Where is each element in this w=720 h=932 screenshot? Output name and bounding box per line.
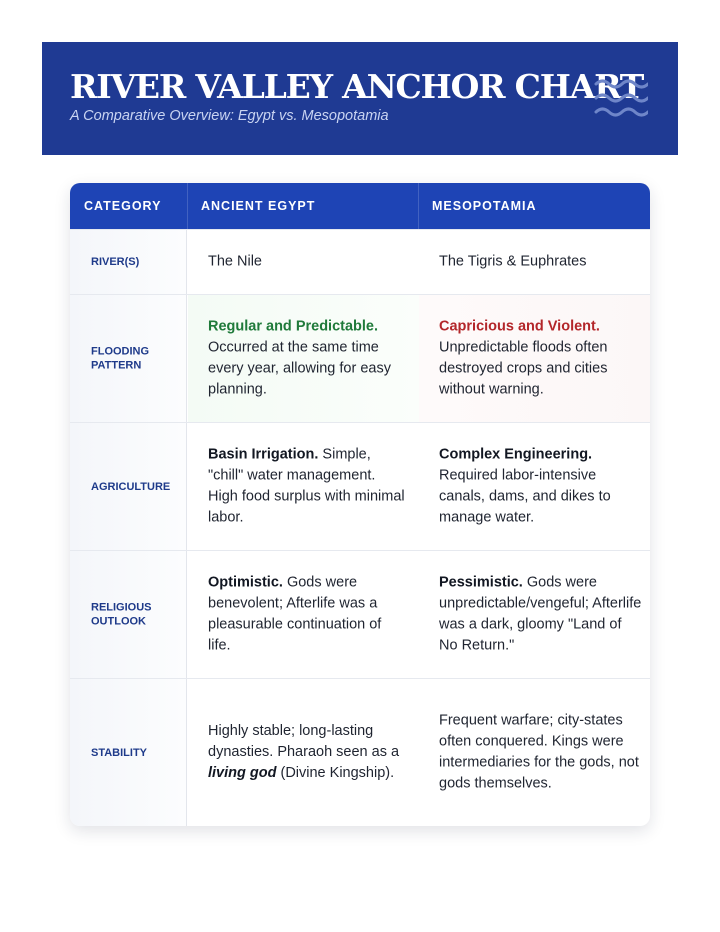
cell-text [439,316,644,401]
egypt-cell [188,551,419,678]
table-row-agriculture [70,422,650,550]
cell-text [208,721,405,785]
cell-body: Simple, "chill" water management. High food surplus with minimal labor. [208,445,405,526]
cell-text [208,251,405,272]
cell-highlight: Optimistic. [208,573,283,590]
mesopotamia-cell [419,295,650,422]
page-subtitle: A Comparative Overview: Egypt vs. Mesopotamia [70,108,389,124]
row-label: RELIGIOUS OUTLOOK [91,601,152,628]
mesopotamia-cell [419,423,650,550]
row-label-cell [70,295,187,422]
comparison-table [70,183,650,826]
row-label: FLOODING PATTERN [91,345,150,372]
page-title: RIVER VALLEY ANCHOR CHART [70,67,644,106]
egypt-cell [188,679,419,826]
row-label: AGRICULTURE [91,480,171,493]
table-row-stability [70,678,650,826]
cell-body: Frequent warfare; city-states often conquered. Kings were intermediaries for the gods, not gods themselves. [439,711,639,792]
mesopotamia-cell [419,679,650,826]
row-label: RIVER(S) [91,255,140,268]
cell-highlight: Basin Irrigation. [208,445,319,462]
table-header [70,183,650,229]
cell-body: The Tigris & Euphrates [439,253,587,270]
egypt-cell [188,230,419,294]
cell-text [439,572,644,657]
column-header-category: CATEGORY [84,199,162,213]
cell-text [208,572,405,657]
waves-icon [594,76,648,122]
cell-highlight: Pessimistic. [439,573,523,590]
cell-body: The Nile [208,253,262,270]
cell-body: Unpredictable floods often destroyed crops and cities without warning. [439,339,608,398]
column-header-egypt: ANCIENT EGYPT [201,199,316,213]
row-label-cell [70,551,187,678]
header-banner [42,42,678,155]
cell-body: Occurred at the same time every year, allowing for easy planning. [208,339,391,398]
row-label-cell [70,230,187,294]
cell-highlight: Capricious and Violent. [439,317,600,334]
column-divider [418,183,419,229]
cell-text [208,444,405,529]
cell-body: Required labor-intensive canals, dams, and dikes to manage water. [439,467,611,526]
cell-body: Gods were benevolent; Afterlife was a pleasurable continuation of life. [208,573,382,654]
row-label-cell [70,679,187,826]
row-label: STABILITY [91,746,148,759]
egypt-cell [188,295,419,422]
table-row-religious-outlook [70,550,650,678]
cell-body: (Divine Kingship). [280,765,395,782]
cell-text [439,444,644,529]
cell-body: Gods were unpredictable/vengeful; Afterlife was a dark, gloomy "Land of No Return." [439,573,642,654]
column-divider [187,183,188,229]
cell-text [439,251,644,272]
egypt-cell [188,423,419,550]
row-label-cell [70,423,187,550]
cell-text [208,316,405,401]
mesopotamia-cell [419,230,650,294]
cell-text [439,710,644,795]
table-row-rivers [70,229,650,294]
cell-emphasis: living god [208,765,277,782]
cell-highlight: Regular and Predictable. [208,317,379,334]
table-row-flooding-pattern [70,294,650,422]
mesopotamia-cell [419,551,650,678]
cell-body: Highly stable; long-lasting dynasties. Pharaoh seen as a [208,722,400,760]
cell-highlight: Complex Engineering. [439,445,593,462]
column-header-mesopotamia: MESOPOTAMIA [432,199,537,213]
